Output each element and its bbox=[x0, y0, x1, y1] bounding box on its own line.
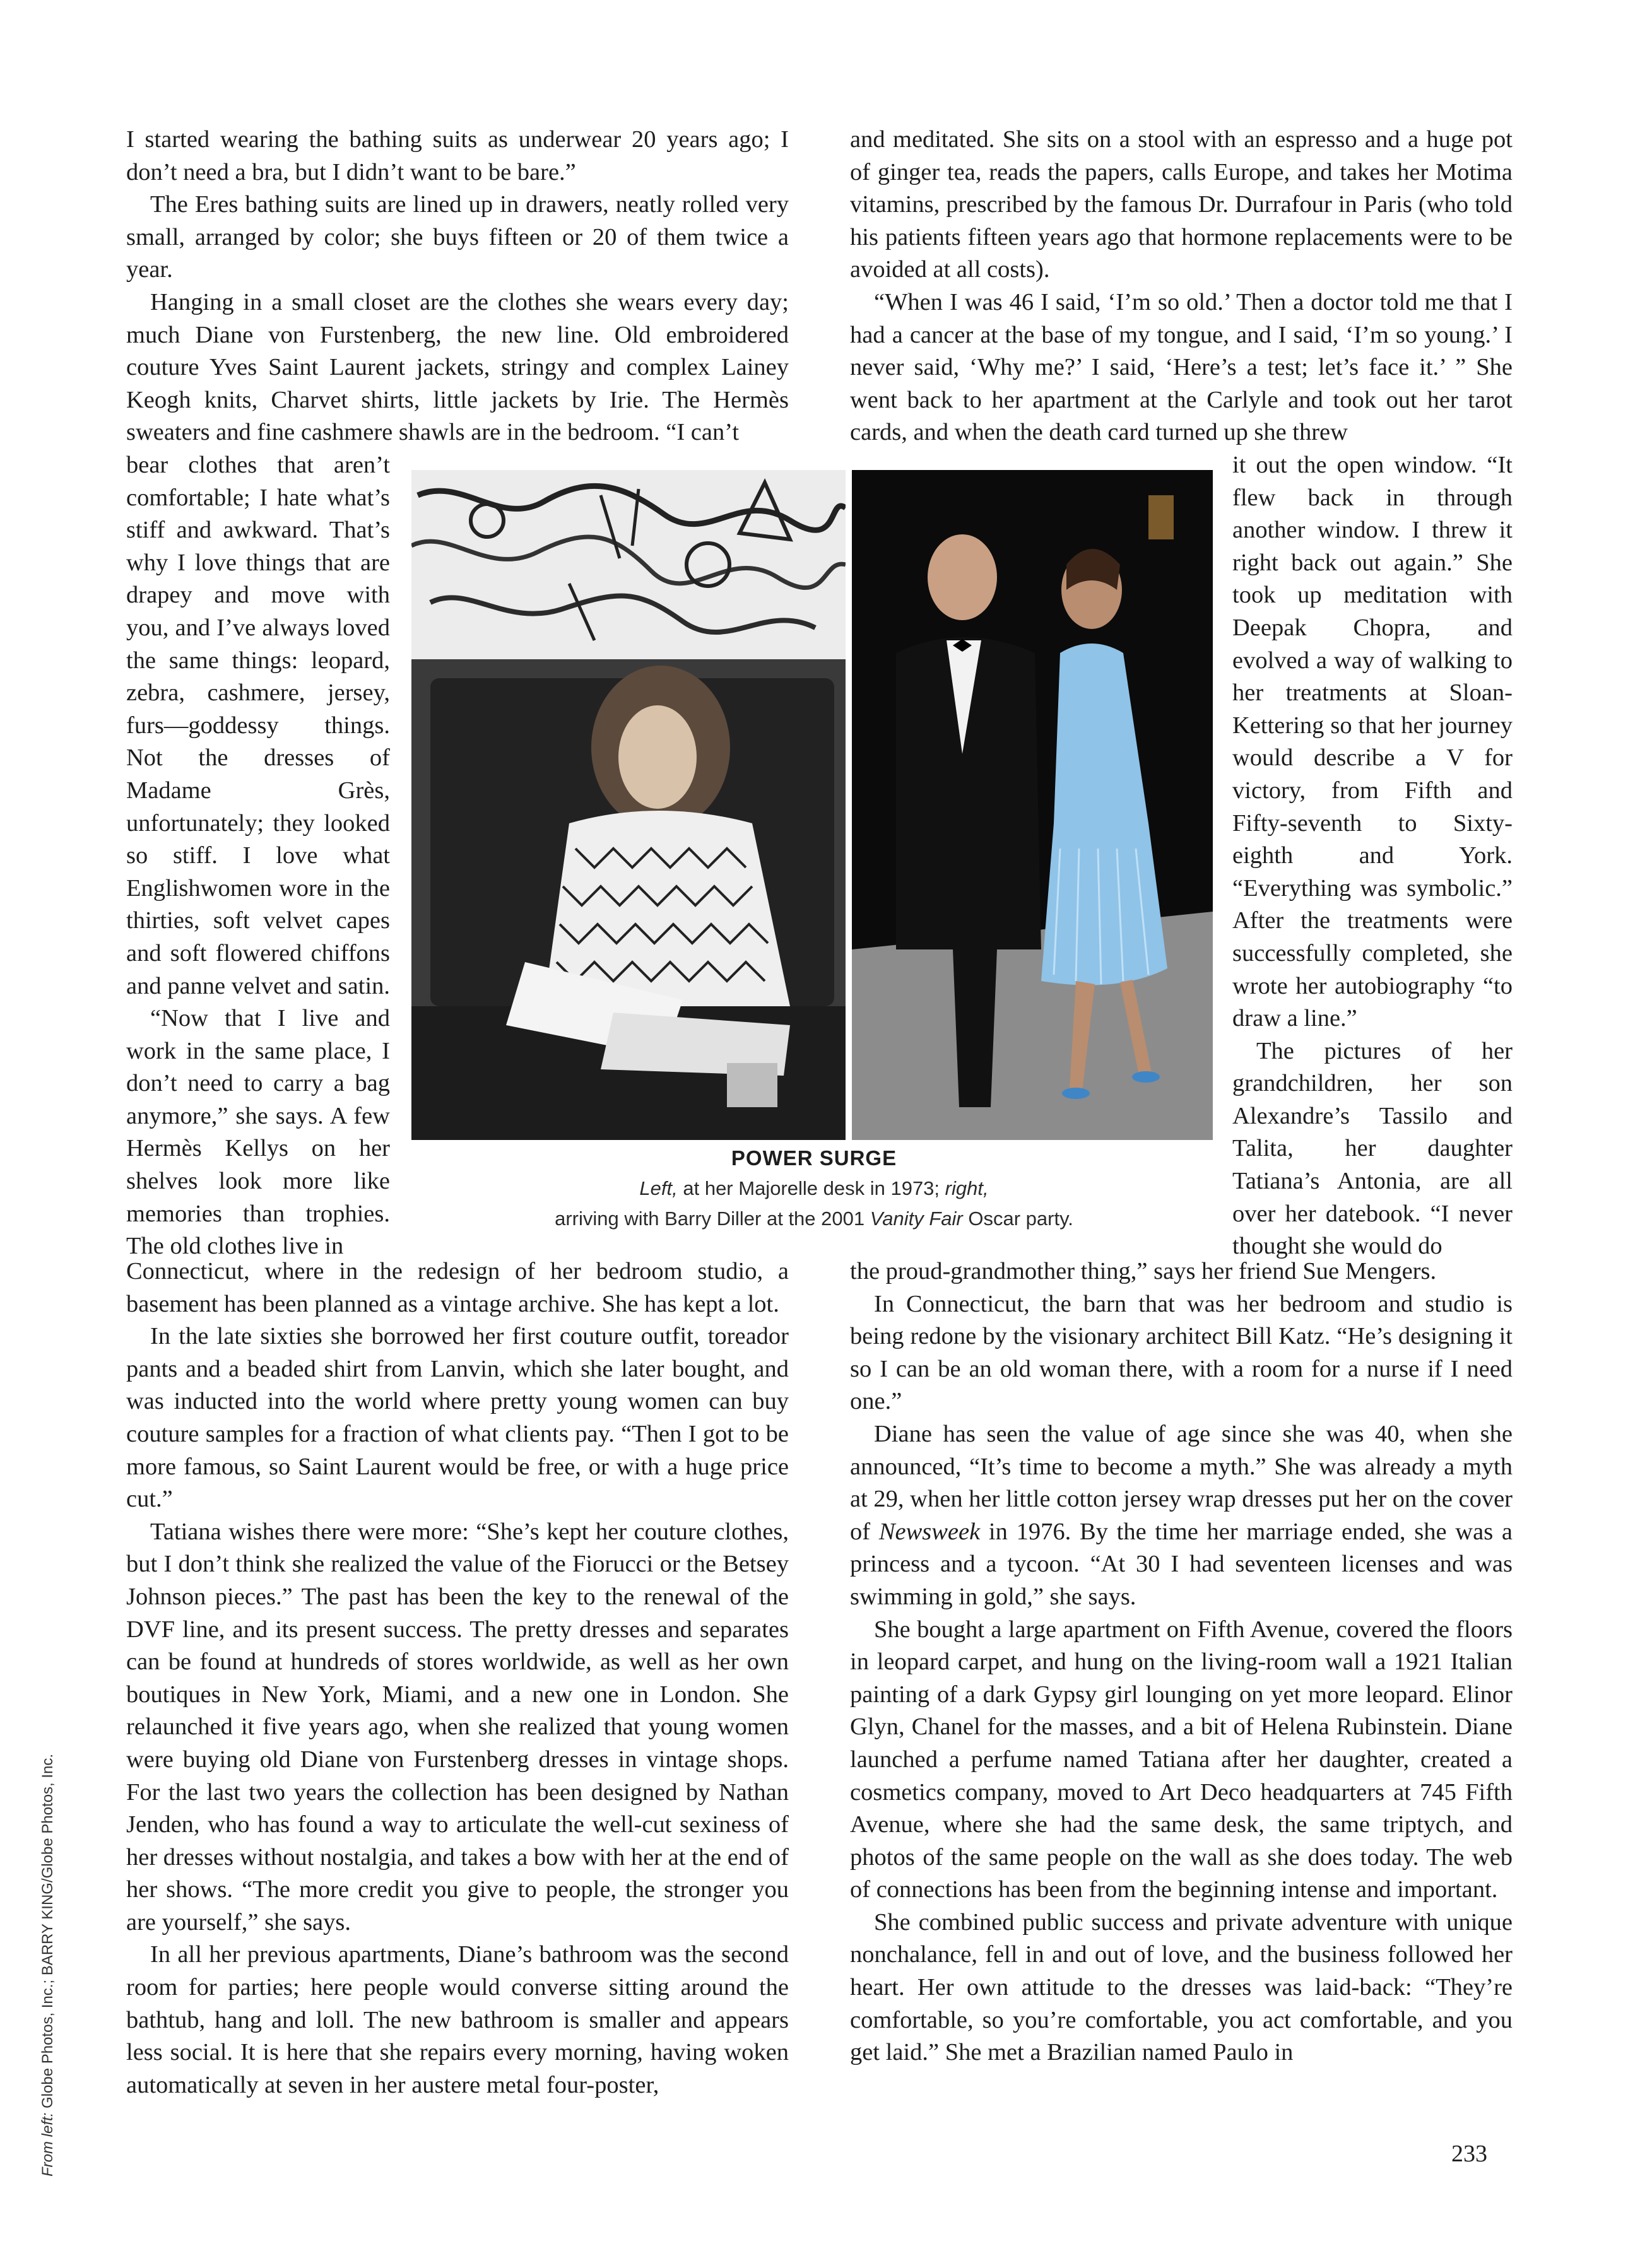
photo-credit-text: Globe Photos, Inc.; BARRY KING/Globe Photos, Inc. bbox=[39, 1753, 56, 2108]
paragraph: She bought a large apartment on Fifth Avenue, covered the floors in leopard carpet, and hung on the living-room wall a 1921 Italian painting of a dark Gypsy girl lounging on yet more leopard. Elinor Glyn, Chanel for the masses, and a bit of Helena Rubinstein. Diane launched a perfume named Tatiana after her daughter, created a cosmetics company, moved to Art Deco headquarters at 745 Fifth Avenue, where she had the same desk, the same triptych, and photos of the same people on the wall as she does today. The web of connections has been from the beginning intense and important. bbox=[850, 1616, 1513, 1903]
caption-magazine: Vanity Fair bbox=[870, 1207, 963, 1230]
caption-line-1 bbox=[404, 1173, 1224, 1204]
paragraph: She combined public success and private adventure with unique nonchalance, fell in and out of love, and the business followed her heart. Her own attitude to the dresses was laid-back: “They’re comfortable, so you’re comfortable, you act comfortable, and you get laid.” She met a Brazilian named Paulo in bbox=[850, 1908, 1513, 2066]
paragraph: Tatiana wishes there were more: “She’s kept her couture clothes, but I don’t think she realized the value of the Fiorucci or the Betsey Johnson pieces.” The past has been the key to the renewal of the DVF line, and its present success. The pretty dresses and separates can be found at hundreds of stores worldwide, as well as her own boutiques in New York, Miami, and a new one in London. She relaunched it five years ago, when she realized that young women were buying old Diane von Furstenberg dresses in vintage shops. For the last two years the collection has been designed by Nathan Jenden, who has found a way to articulate the well-cut sexiness of her dresses without nostalgia, and takes a bow with her at the end of her shows. “The more credit you give to people, the stronger you are yourself,” she says. bbox=[126, 1518, 789, 1936]
paragraph: In the late sixties she borrowed her first couture outfit, toreador pants and a beaded shirt from Lanvin, which she later bought, and was inducted into the world where pretty young women can buy couture samples for a fraction of what clients pay. “Then I got to be more famous, so Saint Laurent would be free, or with a huge price cut.” bbox=[126, 1323, 789, 1513]
paragraph: the proud-grandmother thing,” says her friend Sue Mengers. bbox=[850, 1258, 1437, 1284]
paragraph: The Eres bathing suits are lined up in drawers, neatly rolled very small, arranged by color; she buys fifteen or 20 of them twice a year. bbox=[126, 191, 789, 283]
caption-title: POWER SURGE bbox=[731, 1146, 897, 1170]
photo-caption bbox=[404, 1143, 1224, 1234]
paragraph: “When I was 46 I said, ‘I’m so old.’ Then a doctor told me that I had a cancer at the base of my tongue, and I said, ‘I’m so young.’ I never said, ‘Why me?’ I said, ‘Here’s a test; let’s face it.’ ” She went back to her apartment at the Carlyle and took out her tarot cards, and when the death card turned up she threw bbox=[850, 288, 1513, 446]
woman-at-desk-illustration bbox=[411, 470, 846, 1140]
paragraph: In all her previous apartments, Diane’s bathroom was the second room for parties; here people would converse sitting around the bathtub, hang and loll. The new bathroom is smaller and appears less social. It is here that she repairs every morning, having woken automatically at seven in her austere metal four-poster, bbox=[126, 1941, 789, 2098]
woman-at-desk-photo bbox=[411, 470, 846, 1140]
left-column-wrap bbox=[126, 449, 390, 1263]
paragraph: Hanging in a small closet are the clothes she wears every day; much Diane von Furstenberg, the new line. Old embroidered couture Yves Saint Laurent jackets, stringy and complex Lainey Keogh knits, Charvet shirts, little jackets by Irie. The Hermès sweaters and fine cashmere shawls are in the bedroom. “I can’t bbox=[126, 288, 789, 446]
caption-line-2-a: arriving with Barry Diller at the 2001 bbox=[555, 1207, 865, 1230]
paragraph: and meditated. She sits on a stool with an espresso and a huge pot of ginger tea, reads the papers, calls Europe, and takes her Motima vitamins, prescribed by the famous Dr. Durrafour in Paris (who told his patients fifteen years ago that hormone replacements were to be avoided at all costs). bbox=[850, 126, 1513, 283]
paragraph-text: Diane has seen the value of age since she was 40, when she announced, “It’s time to become a myth.” She was already a myth at 29, when her little cotton jersey wrap dresses put her on the cover of bbox=[850, 1420, 1513, 1545]
paragraph: Connecticut, where in the redesign of her bedroom studio, a basement has been planned as a vintage archive. She has kept a lot. bbox=[126, 1258, 789, 1317]
caption-line-2-b: Oscar party. bbox=[968, 1207, 1073, 1230]
paragraph: I started wearing the bathing suits as underwear 20 years ago; I don’t need a bra, but I didn’t want to be bare.” bbox=[126, 126, 789, 185]
paragraph-text: in 1976. By the time her marriage ended, she was a princess and a tycoon. “At 30 I had seventeen licenses and was swimming in gold,” she says. bbox=[850, 1518, 1513, 1610]
caption-line-2 bbox=[404, 1204, 1224, 1234]
left-column-bottom bbox=[126, 1255, 789, 2101]
magazine-title: Newsweek bbox=[878, 1518, 981, 1545]
right-column-top bbox=[850, 124, 1513, 449]
caption-text bbox=[404, 1173, 1224, 1234]
left-column-top bbox=[126, 124, 789, 449]
caption-left-word: Left, bbox=[639, 1177, 678, 1199]
paragraph bbox=[850, 1418, 1513, 1614]
photo-credit bbox=[39, 1697, 57, 2177]
paragraph: it out the open window. “It flew back in through another window. I threw it right back out again.” She took up meditation with Deepak Chopra, and evolved a way of walking to her treatments at Sloan-Kettering so that her journey would describe a V for victory, from Fifth and Fifty-seventh to Sixty-eighth and York. “Everything was symbolic.” After the treatments were successfully completed, she wrote her autobiography “to draw a line.” bbox=[1232, 452, 1513, 1032]
right-column-wrap bbox=[1232, 449, 1513, 1263]
right-column-bottom bbox=[850, 1255, 1513, 2069]
paragraph: In Connecticut, the barn that was her bedroom and studio is being redone by the visionary architect Bill Katz. “He’s designing it so I can be an old woman there, with a room for a nurse if I need one.” bbox=[850, 1290, 1513, 1415]
couple-at-party-illustration bbox=[852, 470, 1213, 1140]
caption-line-1-text: at her Majorelle desk in 1973; bbox=[683, 1177, 940, 1199]
paragraph: The pictures of her grandchildren, her son Alexandre’s Tassilo and Talita, her daughter Tatiana’s Antonia, are all over her datebook. “I never thought she would do bbox=[1232, 1037, 1513, 1260]
photo-credit-prefix: From left: bbox=[39, 2112, 56, 2177]
paragraph: “Now that I live and work in the same place, I don’t need to carry a bag anymore,” she says. A few Hermès Kellys on her shelves look more like memories than trophies. The old clothes live in bbox=[126, 1005, 390, 1260]
page-number: 233 bbox=[1451, 2141, 1487, 2167]
couple-at-party-photo bbox=[852, 470, 1213, 1140]
paragraph: bear clothes that aren’t comfortable; I hate what’s stiff and awkward. That’s why I love things that are drapey and move with you, and I’ve always loved the same things: leopard, zebra, cashmere, jersey, furs—goddessy things. Not the dresses of Madame Grès, unfortunately; they looked so stiff. I love what Englishwomen wore in the thirties, soft velvet capes and soft flowered chiffons and panne velvet and satin. bbox=[126, 452, 391, 999]
caption-right-word: right, bbox=[945, 1177, 989, 1199]
